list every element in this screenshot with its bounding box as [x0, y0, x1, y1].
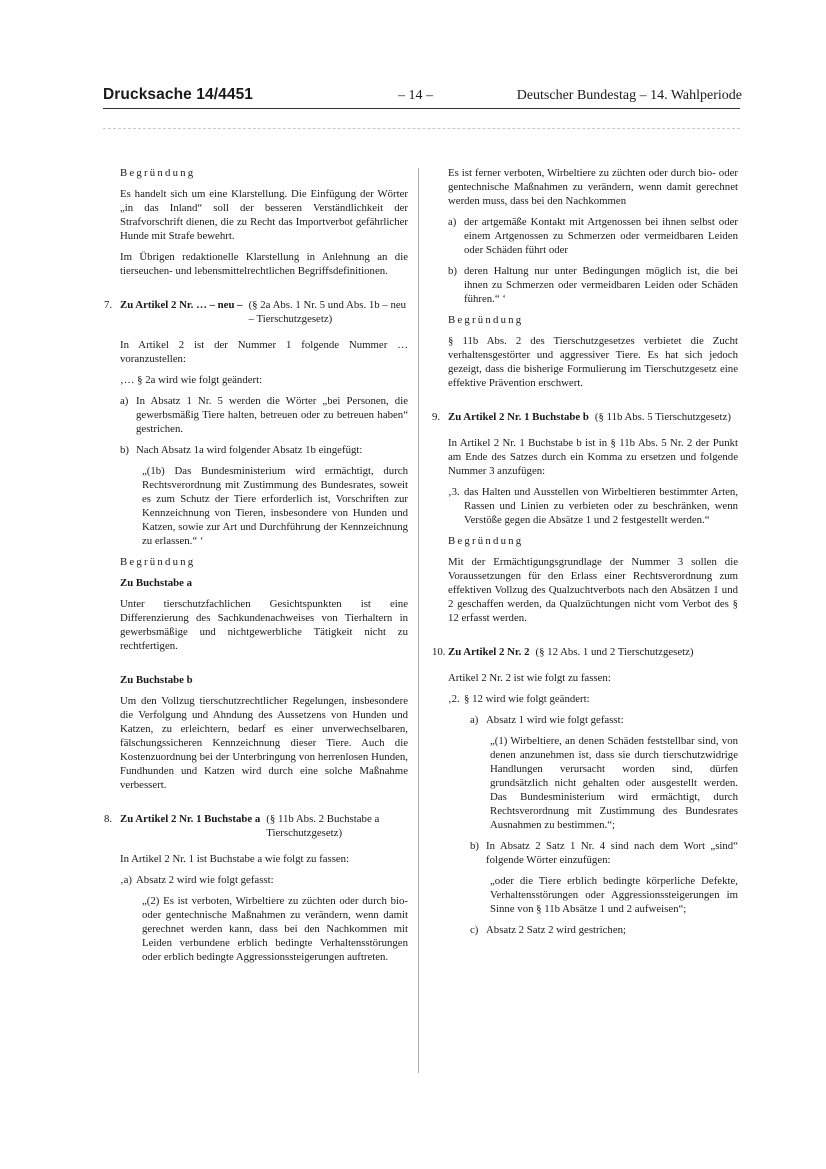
- section-heading: Begründung: [120, 167, 196, 179]
- list-item: [104, 873, 408, 887]
- law-ref: (§ 11b Abs. 2 Buchstabe a Tierschutzgesetz): [266, 813, 380, 839]
- list-item: [104, 443, 408, 457]
- paragraph: Es ist ferner verboten, Wirbeltiere zu züchten oder durch bio- oder gentechnische Maßnahmen zu verändern, wenn damit gerechnet werden muss, dass bei den Nachkommen: [448, 167, 738, 207]
- list-label: ‚a): [120, 874, 132, 886]
- section-heading: Begründung: [448, 314, 524, 326]
- article-ref: Zu Artikel 2 Nr. … – neu –: [120, 299, 243, 311]
- right-column: [432, 166, 738, 937]
- subheading: Zu Buchstabe a: [120, 577, 192, 589]
- quoted-text: „oder die Tiere erblich bedingte körperliche Defekte, Verhaltensstörungen oder Aggressionssteigerungen im Sinne von § 11b Absätze 1 und 2 aufweisen“;: [490, 875, 738, 915]
- list-text: Absatz 2 wird wie folgt gefasst:: [136, 874, 274, 886]
- law-ref: (§ 2a Abs. 1 Nr. 5 und Abs. 1b – neu – Tierschutzgesetz): [248, 299, 407, 325]
- item-number: 7.: [104, 299, 113, 311]
- list-label: a): [448, 216, 457, 228]
- list-text: der artgemäße Kontakt mit Artgenossen bei ihnen selbst oder einem Artgenossen zu Schmerzen oder vermeidbaren Leiden oder Schäden führt oder: [464, 216, 738, 256]
- column-divider: [418, 168, 419, 1073]
- paragraph: ‚… § 2a wird wie folgt geändert:: [120, 374, 263, 386]
- header-rule: [103, 108, 740, 109]
- paragraph: Artikel 2 Nr. 2 ist wie folgt zu fassen:: [448, 672, 611, 684]
- paragraph: In Artikel 2 ist der Nummer 1 folgende Nummer … voranzustellen:: [120, 339, 408, 365]
- list-text: Absatz 2 Satz 2 wird gestrichen;: [486, 924, 627, 936]
- list-label: ‚3.: [448, 486, 460, 498]
- amendment-heading-9: [432, 410, 738, 424]
- paragraph: § 11b Abs. 2 des Tierschutzgesetzes verbietet die Zucht verhaltensgestörter und aggressiver Tiere. Es hat sich jedoch gezeigt, dass die bisherige Formulierung im Tierschutzgesetz eine effektive Prävention erschwert.: [448, 335, 738, 389]
- list-text: Nach Absatz 1a wird folgender Absatz 1b eingefügt:: [136, 444, 363, 456]
- article-ref: Zu Artikel 2 Nr. 1 Buchstabe a: [120, 813, 261, 825]
- left-column: [104, 166, 408, 964]
- law-ref: (§ 12 Abs. 1 und 2 Tierschutzgesetz): [535, 646, 694, 658]
- list-item: [432, 923, 738, 937]
- list-label: a): [120, 395, 129, 407]
- list-label: a): [470, 714, 479, 726]
- list-label: c): [470, 924, 479, 936]
- amendment-heading-8: [104, 812, 408, 840]
- amendment-heading-7: [104, 298, 408, 326]
- list-text: Absatz 1 wird wie folgt gefasst:: [486, 714, 624, 726]
- list-item: [432, 485, 738, 527]
- document-number: Drucksache 14/4451: [103, 86, 254, 103]
- list-label: b): [120, 444, 129, 456]
- paragraph: Es handelt sich um eine Klarstellung. Die Einfügung der Wörter „in das Inland“ soll der besseren Verständlichkeit der Strafvorschrift dienen, die zu Recht das Importverbot gefährlicher Hunde mit Strafe bewehrt.: [120, 188, 408, 242]
- list-item: [432, 215, 738, 257]
- list-text: In Absatz 1 Nr. 5 werden die Wörter „bei Personen, die gewerbsmäßig Tiere halten, betreuen oder zu betreuen haben“ gestrichen.: [136, 395, 408, 435]
- item-number: 8.: [104, 813, 113, 825]
- list-text: In Absatz 2 Satz 1 Nr. 4 sind nach dem Wort „sind“ folgende Wörter einzufügen:: [486, 840, 738, 866]
- law-ref: (§ 11b Abs. 5 Tierschutzgesetz): [594, 411, 731, 423]
- paragraph: Unter tierschutzfachlichen Gesichtspunkten ist eine Differenzierung des Sachkundenachweises von Tierhaltern in gewerbsmäßige und nichtgewerbliche Tätigkeit nicht zu rechtfertigen.: [120, 598, 408, 652]
- subheading: Zu Buchstabe b: [120, 674, 193, 686]
- list-label: b): [470, 840, 479, 852]
- article-ref: Zu Artikel 2 Nr. 1 Buchstabe b: [448, 411, 589, 423]
- paragraph: In Artikel 2 Nr. 1 Buchstabe b ist in § 11b Abs. 5 Nr. 2 der Punkt am Ende des Satzes durch ein Komma zu ersetzen und folgende Nummer 3 anzufügen:: [448, 437, 738, 477]
- list-item: [432, 713, 738, 727]
- amendment-heading-10: [432, 645, 738, 659]
- parliament-period: Deutscher Bundestag – 14. Wahlperiode: [516, 88, 742, 103]
- paragraph: Mit der Ermächtigungsgrundlage der Nummer 3 sollen die Voraussetzungen für den Erlass einer Rechtsverordnung zum effektiven Vollzug des Qualzuchtverbots nach den Absätzen 1 und 2 geschaffen werden, da Qualzüchtungen nicht vom Verbot des § 12 erfasst werden.: [448, 556, 738, 624]
- list-text: deren Haltung nur unter Bedingungen möglich ist, die bei ihnen zu Schmerzen oder vermeidbaren Leiden oder Schäden führen.“ ‘: [464, 265, 738, 305]
- paragraph: In Artikel 2 Nr. 1 ist Buchstabe a wie folgt zu fassen:: [120, 853, 350, 865]
- section-heading: Begründung: [448, 535, 524, 547]
- list-label: b): [448, 265, 457, 277]
- paragraph: Um den Vollzug tierschutzrechtlicher Regelungen, insbesondere die Verfolgung und Ahndung des Aussetzens von Hunden und Katzen, zu erleichtern, bedarf es einer unverwechselbaren, fälschungssicheren Kennzeichnung dieser Tiere. Auch die Kostenzuordnung bei der Unterbringung von herrenlosen Hunden, Fundhunden und Katzen wird durch eine solche Maßnahme verbessert.: [120, 695, 408, 791]
- section-heading: Begründung: [120, 556, 196, 568]
- page-number: – 14 –: [398, 88, 433, 103]
- header-scan-line: [103, 128, 740, 129]
- list-text: § 12 wird wie folgt geändert:: [464, 693, 590, 705]
- list-item: [432, 839, 738, 867]
- item-number: 10.: [432, 646, 446, 658]
- list-item: [104, 394, 408, 436]
- quoted-text: „(2) Es ist verboten, Wirbeltiere zu züchten oder durch bio- oder gentechnische Maßnahmen zu verändern, wenn damit gerechnet werden kann, dass bei den Nachkommen mit Leiden verbundene erblich bedingte Verhaltensstörungen oder erblich bedingte Aggressionssteigerungen auftreten.: [142, 895, 408, 963]
- list-item: [432, 692, 738, 706]
- list-label: ‚2.: [448, 693, 460, 705]
- item-number: 9.: [432, 411, 441, 423]
- quoted-text: „(1b) Das Bundesministerium wird ermächtigt, durch Rechtsverordnung mit Zustimmung des Bundesrates, soweit es zum Schutz der Tiere erforderlich ist, Vorschriften zur Kennzeichnung von Tieren, insbesondere von Hunden und Katzen, sowie zur Art und Durchführung der Kennzeichnung zu erlassen.“ ‘: [142, 465, 408, 547]
- list-text: das Halten und Ausstellen von Wirbeltieren bestimmter Arten, Rassen und Linien zu verbieten oder zu beschränken, wenn Verstöße gegen die Absätze 1 und 2 festgestellt werden.“: [464, 486, 738, 526]
- list-item: [432, 264, 738, 306]
- quoted-text: „(1) Wirbeltiere, an denen Schäden feststellbar sind, von denen anzunehmen ist, dass sie durch tierschutzwidrige Handlungen verursacht worden sind, dürfen grundsätzlich nicht gehalten oder ausgestellt werden. Das Bundesministerium wird ermächtigt, durch Rechtsverordnung mit Zustimmung des Bundesrates Ausnahmen zu bestimmen.“;: [490, 735, 738, 831]
- paragraph: Im Übrigen redaktionelle Klarstellung in Anlehnung an die tierseuchen- und lebensmittelrechtlichen Begriffsdefinitionen.: [120, 251, 408, 277]
- article-ref: Zu Artikel 2 Nr. 2: [448, 646, 530, 658]
